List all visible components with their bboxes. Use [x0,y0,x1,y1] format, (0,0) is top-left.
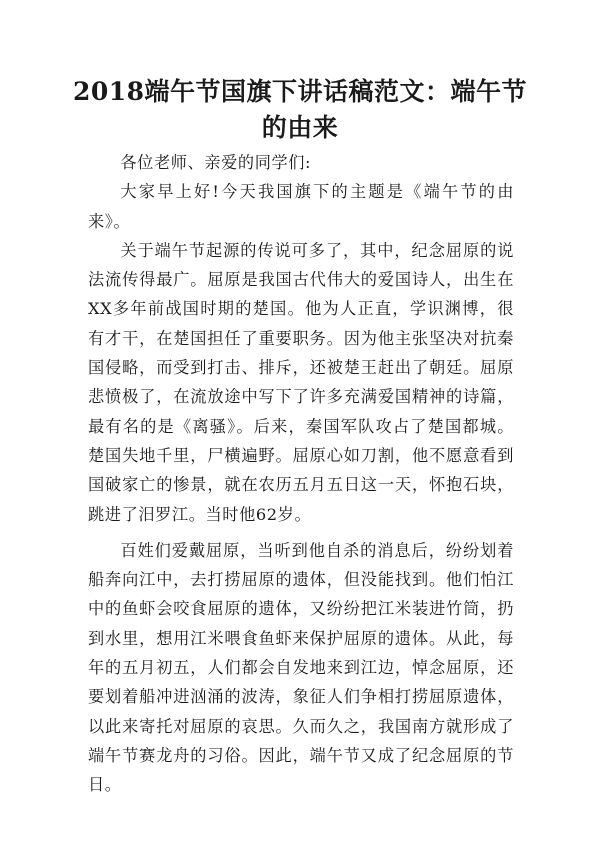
custom-paragraph: 百姓们爱戴屈原，当听到他自杀的消息后，纷纷划着船奔向江中，去打捞屈原的遗体，但没能找到。他们怕江中的鱼虾会咬食屈原的遗体，又纷纷把江米装进竹筒，扔到水里，想用江米喂食鱼虾来保护屈原的遗体。从此，每年的五月初五，人们都会自发地来到江边，悼念屈原，还要划着船冲进汹涌的波涛，象征人们争相打捞屈原遗体，以此来寄托对屈原的哀思。久而久之，我国南方就形成了端午节赛龙舟的习俗。因此，端午节又成了纪念屈原的节日。 [88,540,514,795]
document-body [88,148,514,800]
origin-paragraph: 关于端午节起源的传说可多了，其中，纪念屈原的说法流传得最广。屈原是我国古代伟大的爱国诗人，出生在XX多年前战国时期的楚国。他为人正直，学识渊博，很有才干，在楚国担任了重要职务。因为他主张坚决对抗秦国侵略，而受到打击、排斥，还被楚王赶出了朝廷。屈原悲愤极了，在流放途中写下了许多充满爱国精神的诗篇，最有名的是《离骚》。后来，秦国军队攻占了楚国都城。楚国失地千里，尸横遍野。屈原心如刀割，他不愿意看到国破家亡的惨景，就在农历五月五日这一天，怀抱石块，跳进了汨罗江。当时他62岁。 [88,240,514,524]
greeting-paragraph: 大家早上好!今天我国旗下的主题是《端午节的由来》。 [88,182,514,231]
salutation-paragraph: 各位老师、亲爱的同学们: [120,153,312,172]
document-title: 2018端午节国旗下讲话稿范文：端午节的由来 [72,77,528,142]
